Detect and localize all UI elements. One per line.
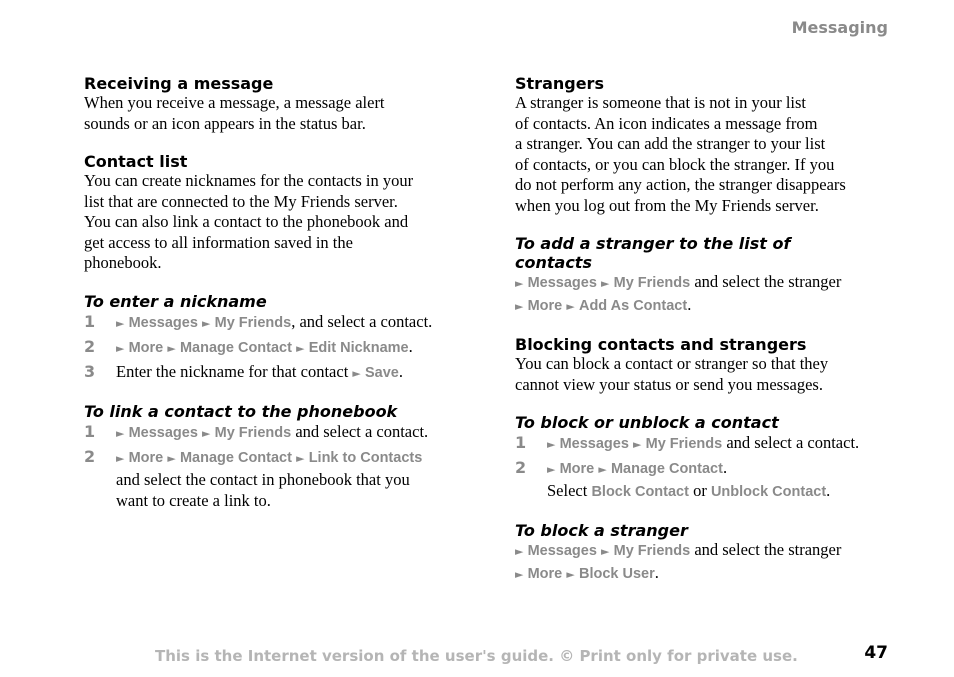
menu-item: Save: [365, 364, 399, 381]
menu-item: Messages: [559, 436, 629, 452]
step-text: and select the stranger: [690, 272, 842, 291]
paragraph-strangers: [515, 93, 905, 216]
step-text: , and select a contact.: [291, 311, 433, 331]
arrow-icon: ►: [352, 366, 361, 380]
menu-item: My Friends: [214, 424, 292, 441]
heading-contact-list: Contact list: [84, 152, 188, 171]
menu-item: Link to Contacts: [308, 449, 423, 466]
menu-item: Messages: [527, 543, 597, 559]
arrow-icon: ►: [116, 451, 125, 465]
text-line: You can create nicknames for the contacts in your: [84, 171, 414, 190]
menu-item: Unblock Contact: [710, 484, 827, 500]
text-line: of contacts. An icon indicates a message from: [515, 113, 818, 133]
arrow-icon: ►: [601, 277, 610, 290]
text-line: get access to all information saved in the: [84, 232, 353, 252]
arrow-icon: ►: [202, 316, 211, 330]
text-line: You can block a contact or stranger so that they: [515, 354, 829, 373]
step-text: or: [688, 481, 711, 500]
arrow-icon: ►: [547, 438, 556, 451]
step-text: .: [408, 336, 413, 356]
step-text: .: [722, 458, 728, 477]
arrow-icon: ►: [116, 426, 125, 440]
arrow-icon: ►: [633, 438, 642, 451]
step-text: and select the stranger: [690, 540, 842, 559]
text-line: You can also link a contact to the phonebook and: [84, 212, 409, 231]
arrow-icon: ►: [515, 545, 524, 558]
heading-line: contacts: [515, 253, 592, 272]
heading-block-contact: To block or unblock a contact: [515, 413, 779, 432]
left-column: [84, 74, 474, 511]
step-text: and select a contact.: [722, 433, 860, 452]
step-number: 2: [515, 458, 527, 477]
heading-add-stranger: [515, 234, 905, 272]
menu-item: My Friends: [645, 436, 723, 452]
instruction-row: [515, 272, 905, 295]
arrow-icon: ►: [515, 567, 524, 581]
step-text: and select a contact.: [291, 421, 429, 441]
step-number: 1: [515, 433, 527, 452]
menu-item: My Friends: [613, 275, 691, 291]
step-number: 3: [84, 361, 96, 381]
step-item: [84, 446, 474, 511]
arrow-icon: ►: [515, 277, 524, 290]
instruction-row: [515, 563, 905, 586]
heading-blocking: Blocking contacts and strangers: [515, 335, 807, 354]
text-line: list that are connected to the My Friends server.: [84, 191, 398, 211]
text-line: A stranger is someone that is not in your list: [515, 93, 807, 112]
arrow-icon: ►: [167, 451, 176, 465]
paragraph-contact-list: [84, 171, 474, 274]
menu-item: More: [527, 565, 563, 582]
step-continuation: [547, 480, 905, 503]
step-item: [84, 311, 474, 334]
step-number: 1: [84, 311, 96, 331]
heading-enter-nickname: To enter a nickname: [84, 291, 267, 311]
arrow-icon: ►: [296, 341, 305, 355]
step-text: Enter the nickname for that contact: [116, 361, 349, 381]
arrow-icon: ►: [116, 341, 125, 355]
arrow-icon: ►: [566, 299, 575, 313]
step-item: [515, 457, 905, 503]
step-item: [84, 336, 474, 359]
menu-item: More: [128, 449, 164, 466]
step-text: .: [826, 481, 831, 500]
arrow-icon: ►: [547, 463, 556, 476]
menu-item: Block Contact: [591, 484, 689, 500]
footer-disclaimer: This is the Internet version of the user's guide. © Print only for private use.: [155, 647, 798, 665]
instruction-row: [515, 295, 905, 318]
step-text: Select: [547, 481, 592, 500]
menu-item: My Friends: [214, 314, 292, 331]
instruction-row: [515, 540, 905, 563]
step-number: 1: [84, 421, 96, 441]
step-number: 2: [84, 336, 96, 356]
step-text: .: [398, 361, 403, 381]
menu-item: More: [527, 297, 563, 314]
step-text: .: [654, 562, 659, 582]
paragraph-receiving: [84, 93, 474, 134]
step-item: [515, 432, 905, 455]
menu-item: Messages: [128, 314, 198, 331]
text-line: do not perform any action, the stranger disappears: [515, 175, 846, 194]
step-text: .: [687, 294, 692, 314]
paragraph-blocking: [515, 354, 905, 395]
menu-item: More: [559, 461, 595, 477]
arrow-icon: ►: [296, 451, 305, 465]
right-column: [515, 74, 905, 585]
text-line: when you log out from the My Friends server.: [515, 195, 819, 215]
arrow-icon: ►: [601, 545, 610, 558]
menu-item: Messages: [527, 275, 597, 291]
menu-item: Messages: [128, 424, 198, 441]
heading-line: To add a stranger to the list of: [515, 234, 791, 253]
text-line: sounds or an icon appears in the status bar.: [84, 113, 366, 133]
menu-item: Add As Contact: [578, 297, 688, 314]
menu-item: My Friends: [613, 543, 691, 559]
step-text: and select the contact in phonebook that you: [116, 469, 410, 489]
step-text: want to create a link to.: [116, 490, 271, 510]
page-section-title: Messaging: [791, 18, 888, 37]
text-line: of contacts, or you can block the stranger. If you: [515, 154, 835, 174]
heading-receiving-message: Receiving a message: [84, 74, 274, 93]
text-line: cannot view your status or send you messages.: [515, 374, 823, 394]
heading-block-stranger: To block a stranger: [515, 521, 688, 540]
menu-item: Block User: [578, 565, 655, 582]
page-number: 47: [864, 643, 888, 663]
menu-item: Edit Nickname: [308, 339, 409, 356]
step-number: 2: [84, 446, 96, 466]
arrow-icon: ►: [167, 341, 176, 355]
menu-item: Manage Contact: [610, 461, 723, 477]
menu-item: Manage Contact: [179, 339, 292, 356]
step-item: [84, 421, 474, 444]
menu-item: Manage Contact: [179, 449, 292, 466]
heading-link-contact: To link a contact to the phonebook: [84, 401, 398, 421]
arrow-icon: ►: [566, 567, 575, 581]
menu-item: More: [128, 339, 164, 356]
arrow-icon: ►: [202, 426, 211, 440]
step-item: [84, 361, 474, 384]
arrow-icon: ►: [116, 316, 125, 330]
heading-strangers: Strangers: [515, 74, 604, 93]
text-line: When you receive a message, a message alert: [84, 93, 385, 112]
arrow-icon: ►: [515, 299, 524, 313]
text-line: a stranger. You can add the stranger to your list: [515, 134, 826, 153]
text-line: phonebook.: [84, 253, 162, 272]
arrow-icon: ►: [598, 463, 607, 476]
